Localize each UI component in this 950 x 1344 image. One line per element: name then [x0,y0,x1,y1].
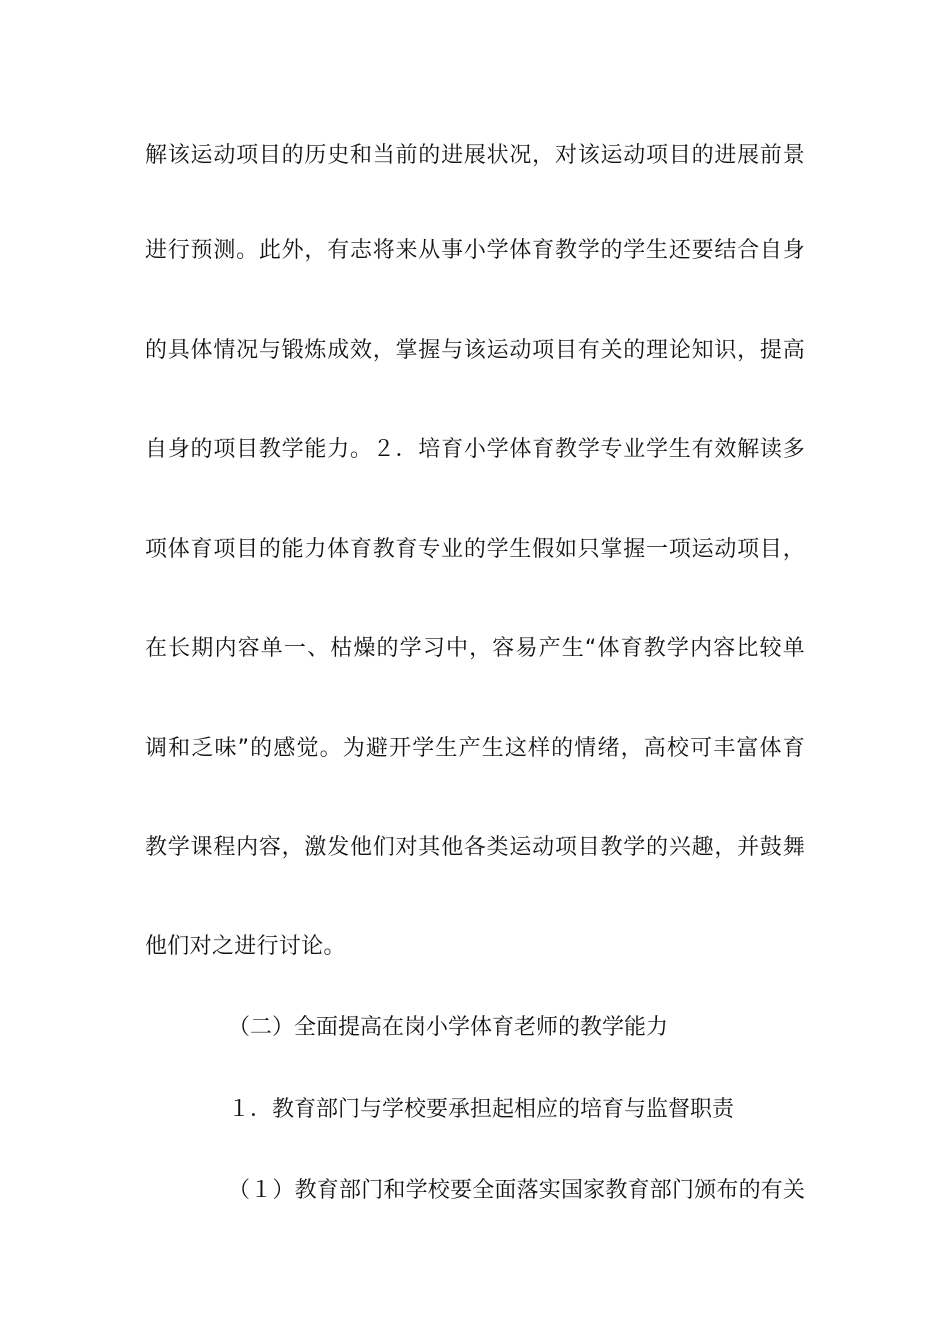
paragraph-line-4: 自身的项目教学能力。２．培育小学体育教学专业学生有效解读多 [145,437,805,462]
paragraph-line-7: 调和乏味”的感觉。为避开学生产生这样的情绪，高校可丰富体育 [145,736,805,761]
paragraph-line-2: 进行预测。此外，有志将来从事小学体育教学的学生还要结合自身 [145,238,805,263]
paragraph-line-5: 项体育项目的能力体育教育专业的学生假如只掌握一项运动项目， [145,537,805,562]
subsection-heading: １．教育部门与学校要承担起相应的培育与监督职责 [228,1097,735,1122]
paragraph-line-1: 解该运动项目的历史和当前的进展状况，对该运动项目的进展前景 [145,143,805,168]
paragraph-line-3: 的具体情况与锻炼成效，掌握与该运动项目有关的理论知识，提高 [145,338,805,363]
section-heading: （二）全面提高在岗小学体育老师的教学能力 [228,1015,669,1040]
paragraph-line-8: 教学课程内容，激发他们对其他各类运动项目教学的兴趣，并鼓舞 [145,835,805,860]
paragraph-line-9: 他们对之进行讨论。 [145,934,346,959]
list-item-start: （１）教育部门和学校要全面落实国家教育部门颁布的有关 [228,1178,805,1203]
paragraph-line-6: 在长期内容单一、枯燥的学习中，容易产生“体育教学内容比较单 [145,636,805,661]
